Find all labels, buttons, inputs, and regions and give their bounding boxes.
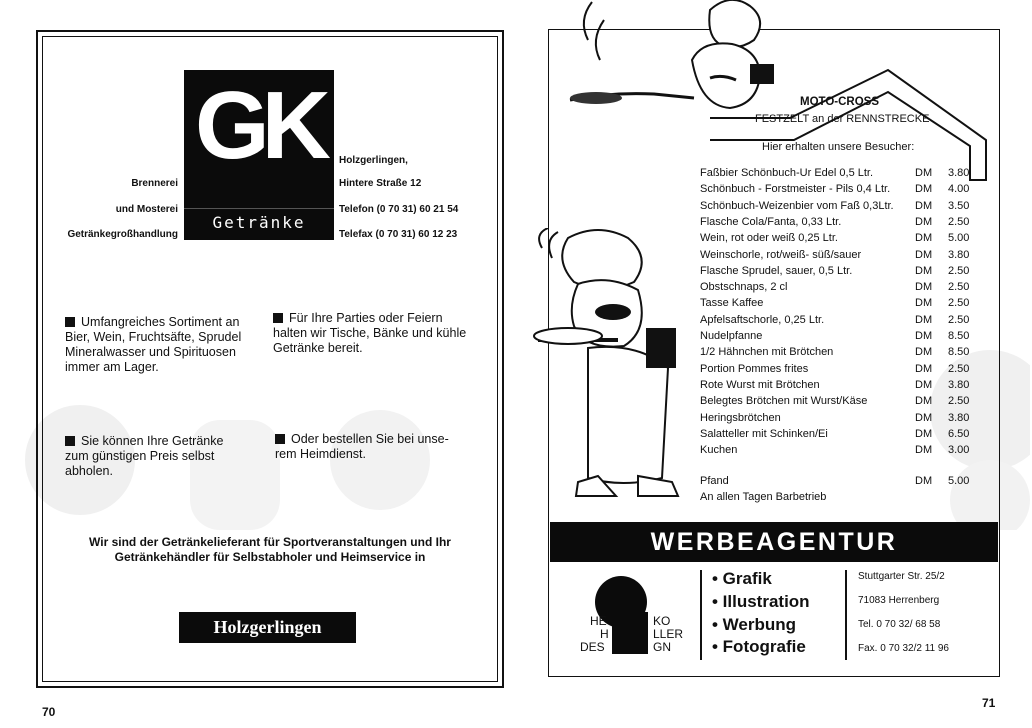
menu-item-currency: DM — [915, 297, 933, 310]
menu-item — [700, 312, 980, 328]
address-fax: Telefax (0 70 31) 60 12 23 — [339, 229, 458, 240]
menu-item-price: 2.50 — [948, 297, 970, 310]
agency-logo-ko: KO — [653, 614, 671, 628]
agency-logo-he: HE — [590, 614, 607, 628]
menu-item-name: Heringsbrötchen — [700, 411, 781, 424]
menu-item-price: 2.50 — [948, 281, 970, 294]
address-street: Hintere Straße 12 — [339, 178, 422, 189]
agency-logo-gn: GN — [653, 640, 671, 654]
menu-item-name: Rote Wurst mit Brötchen — [700, 378, 820, 391]
menu-item-name: Nudelpfanne — [700, 330, 763, 342]
menu-item-price: 3.50 — [948, 199, 970, 212]
menu-item-name: Salatteller mit Schinken/Ei — [700, 427, 828, 440]
menu-item — [700, 198, 980, 214]
divider-1 — [700, 570, 702, 660]
agency-logo-rect-icon — [612, 612, 648, 654]
menu-item-price: 8.50 — [948, 346, 970, 359]
agency-street: Stuttgarter Str. 25/2 — [858, 571, 945, 582]
address-city: Holzgerlingen, — [339, 155, 408, 166]
menu-item-name: Tasse Kaffee — [700, 297, 764, 310]
menu-item-price: 4.00 — [948, 183, 970, 196]
menu-item — [700, 393, 980, 409]
menu-item-name: Schönbuch - Forstmeister - Pils 0,4 Ltr. — [700, 183, 891, 196]
address-phone: Telefon (0 70 31) 60 21 54 — [339, 204, 459, 215]
menu-item-name: Flasche Cola/Fanta, 0,33 Ltr. — [700, 215, 842, 228]
menu-item — [700, 426, 980, 442]
service-werbung: • Werbung — [712, 615, 797, 634]
gk-logo-name: Getränke Klein — [184, 208, 334, 237]
menu-item-name: Belegtes Brötchen mit Wurst/Käse — [700, 395, 868, 408]
menu-item — [700, 295, 980, 311]
menu-item-currency: DM — [915, 411, 933, 424]
menu-item-price: 3.80 — [948, 378, 970, 391]
divider-2 — [845, 570, 847, 660]
menu-item-name: 1/2 Hähnchen mit Brötchen — [700, 346, 834, 359]
menu-item-price: 5.00 — [948, 232, 970, 245]
company-line-2: und Mosterei — [115, 204, 178, 215]
menu-item-name: Kuchen — [700, 444, 738, 457]
bullet-square-icon — [65, 317, 75, 327]
bullet-square-icon — [273, 313, 283, 323]
supplier-statement: Wir sind der Getränkelieferant für Sportveranstaltungen und Ihr Getränkehändler für Selbstabholer und Heimservice in — [89, 535, 451, 564]
menu-item-name: Flasche Sprudel, sauer, 0,5 Ltr. — [700, 264, 853, 277]
bullet-square-icon — [275, 434, 285, 444]
menu-item-currency: DM — [915, 281, 933, 294]
menu-item — [700, 410, 980, 426]
menu-item-name: Schönbuch-Weizenbier vom Faß 0,3Ltr. — [700, 199, 894, 212]
chef-cartoon-top-icon — [560, 0, 790, 150]
menu-item-currency: DM — [915, 378, 933, 391]
menu-title: MOTO-CROSS — [800, 96, 880, 108]
menu-item-name: Weinschorle, rot/weiß- süß/sauer — [700, 248, 862, 261]
menu-item — [700, 361, 980, 377]
menu-item-name: Wein, rot oder weiß 0,25 Ltr. — [700, 232, 838, 245]
agency-fax: Fax. 0 70 32/2 11 96 — [858, 643, 949, 654]
menu-item-currency: DM — [915, 395, 933, 408]
menu-item-currency: DM — [915, 215, 933, 228]
menu-barbetrieb: An allen Tagen Barbetrieb — [700, 491, 827, 503]
service-illustration: • Illustration — [712, 592, 810, 611]
menu-item — [700, 377, 980, 393]
menu-item-currency: DM — [915, 199, 933, 212]
page-number-right: 71 — [982, 696, 996, 710]
feature-parties: Für Ihre Parties oder Feiern halten wir Tische, Bänke und kühle Getränke bereit. — [273, 311, 467, 355]
agency-banner: WERBEAGENTUR — [550, 522, 998, 562]
menu-item-price: 2.50 — [948, 313, 970, 326]
menu-item-price: 2.50 — [948, 264, 970, 277]
menu-item — [700, 263, 980, 279]
menu-item-price: 3.80 — [948, 411, 970, 424]
feature-abholen: Sie können Ihre Getränke zum günstigen Preis selbst abholen. — [65, 434, 224, 478]
menu-item — [700, 247, 980, 263]
page-number-left: 70 — [42, 705, 56, 719]
menu-item-price: 6.50 — [948, 427, 970, 440]
menu-item-name: Faßbier Schönbuch-Ur Edel 0,5 Ltr. — [700, 167, 874, 179]
agency-logo-h: H — [600, 627, 609, 641]
agency-logo-ller: LLER — [653, 627, 684, 641]
menu-greeting: Hier erhalten unsere Besucher: — [762, 141, 915, 153]
menu-item-name: Obstschnaps, 2 cl — [700, 281, 788, 294]
agency-logo-des: DES — [580, 640, 605, 654]
menu-item-price: 2.50 — [948, 395, 970, 408]
menu-item-currency: DM — [915, 167, 933, 179]
menu-item-price: 2.50 — [948, 362, 970, 375]
menu-item — [700, 279, 980, 295]
menu-item — [700, 442, 980, 458]
gk-logo-letters: GK — [195, 72, 323, 179]
menu-item-currency: DM — [915, 183, 933, 196]
menu-item-price: 3.80 — [948, 167, 970, 179]
menu-item-currency: DM — [915, 346, 933, 359]
menu-item-price: 3.80 — [948, 248, 970, 261]
menu-item-currency: DM — [915, 362, 933, 375]
chef-cartoon-main-icon — [528, 228, 698, 508]
menu-item-currency: DM — [915, 232, 933, 245]
company-line-3: Getränkegroßhandlung — [67, 229, 178, 240]
menu-item-price: 3.00 — [948, 444, 970, 457]
menu-item — [700, 165, 980, 181]
bullet-square-icon — [65, 436, 75, 446]
menu-item — [700, 181, 980, 197]
feature-heimdienst: Oder bestellen Sie bei unse- rem Heimdienst. — [275, 432, 449, 461]
menu-item — [700, 328, 980, 344]
company-line-1: Brennerei — [131, 178, 178, 189]
menu-item-currency: DM — [915, 248, 933, 261]
agency-city: 71083 Herrenberg — [858, 595, 940, 606]
menu-item-pfand: Pfand DM 5.00 — [700, 475, 970, 487]
menu-item-currency: DM — [915, 330, 933, 342]
menu-item-price: 8.50 — [948, 330, 970, 342]
menu-item — [700, 344, 980, 360]
menu-item-name: Portion Pommes frites — [700, 362, 809, 375]
menu-item-currency: DM — [915, 444, 933, 457]
feature-sortiment: Umfangreiches Sortiment an Bier, Wein, Fruchtsäfte, Sprudel Mineralwasser und Spirituosen immer am Lager. — [65, 315, 242, 374]
service-fotografie: • Fotografie — [712, 637, 806, 656]
menu-item — [700, 214, 980, 230]
menu-item-price: 2.50 — [948, 215, 970, 228]
menu-item-name: Apfelsaftschorle, 0,25 Ltr. — [700, 313, 825, 326]
city-banner: Holzgerlingen — [179, 612, 356, 643]
menu-item-currency: DM — [915, 427, 933, 440]
menu-item-currency: DM — [915, 313, 933, 326]
menu-subtitle: FESTZELT an der RENNSTRECKE — [755, 113, 930, 125]
agency-phone: Tel. 0 70 32/ 68 58 — [858, 619, 941, 630]
menu-item — [700, 230, 980, 246]
menu-item-currency: DM — [915, 264, 933, 277]
service-grafik: • Grafik — [712, 569, 772, 588]
